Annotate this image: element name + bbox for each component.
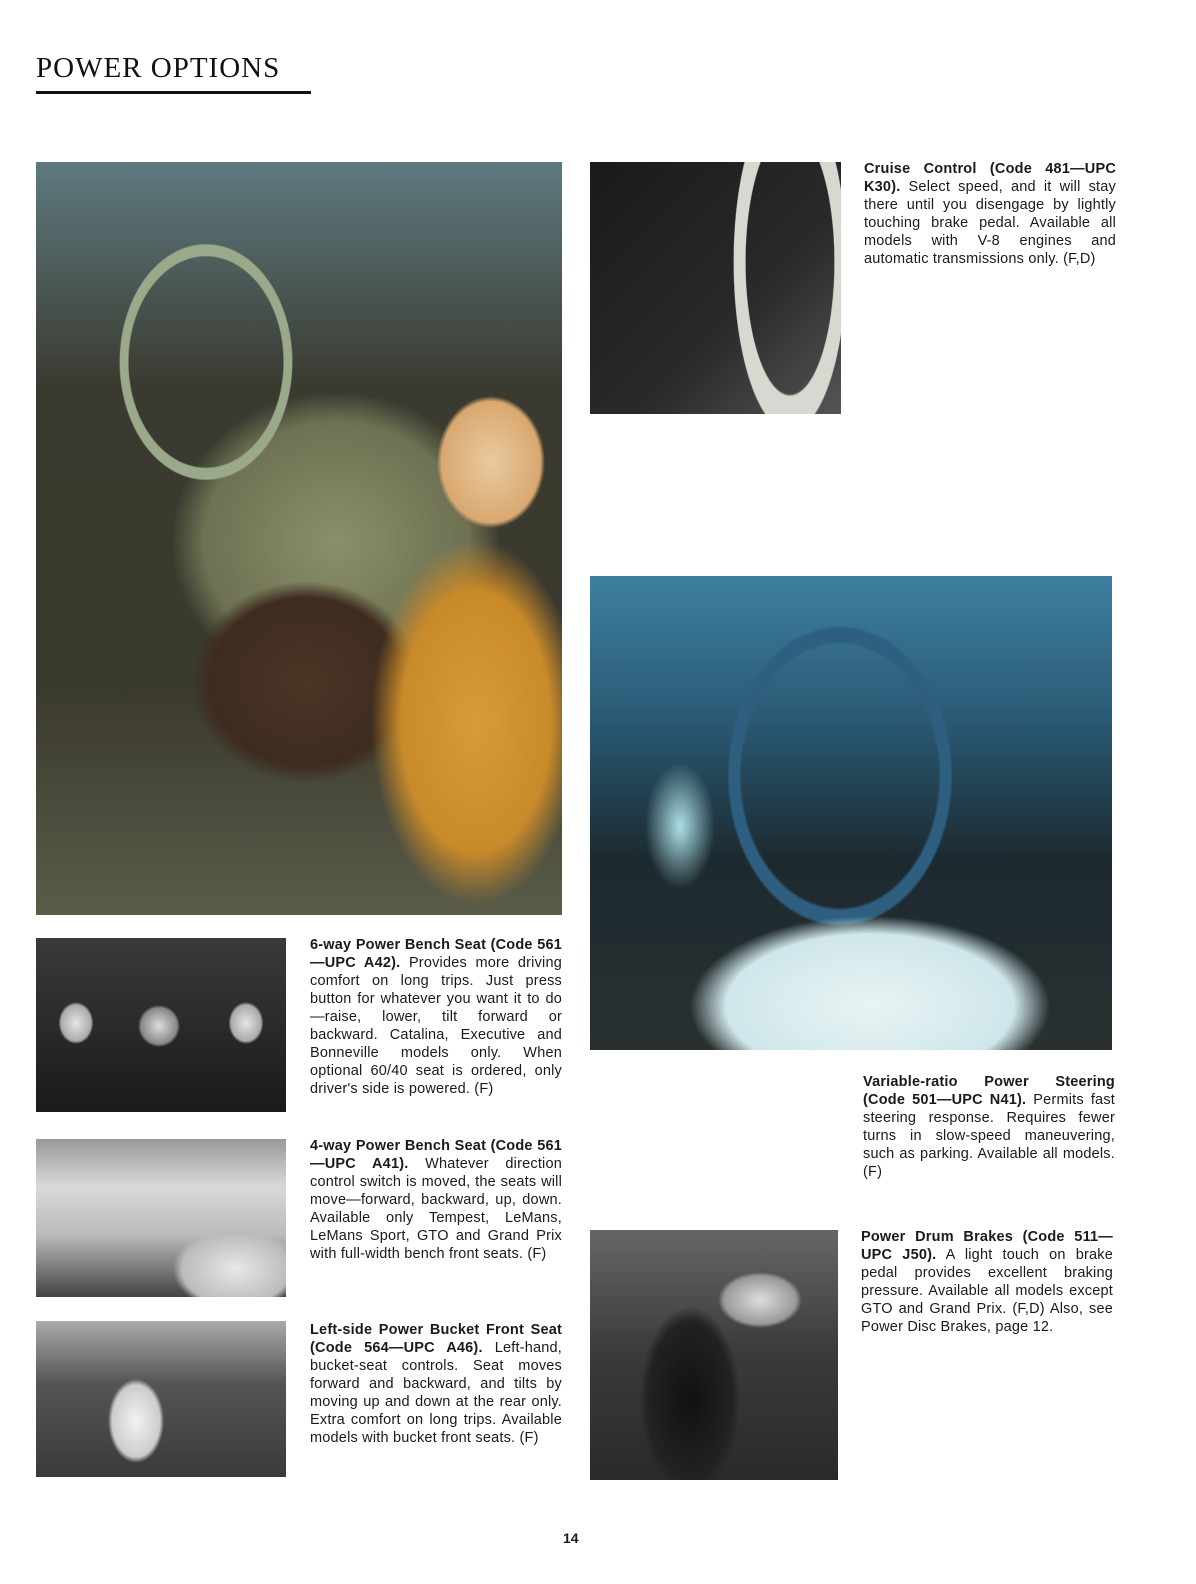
- title-underline: [36, 91, 311, 94]
- section-heading: Variable-ratio Power Steering (Code 501—UPC N41).: [863, 1074, 1115, 1108]
- six-way-seat-description: [310, 936, 562, 1098]
- section-heading: 4-way Power Bench Seat (Code 561—UPC A41).: [310, 1138, 562, 1172]
- section-body: Whatever direction control switch is moved, the seats will move—forward, backward, up, down. Available only Tempest, LeMans, LeMans Sport, GTO and Grand Prix with full-width bench front seats. (F): [310, 1156, 562, 1262]
- photo-cruise-control: [590, 162, 841, 414]
- section-heading: Power Drum Brakes (Code 511—UPC J50).: [861, 1229, 1113, 1263]
- bucket-seat-description: [310, 1321, 562, 1447]
- section-body: Left-hand, bucket-seat controls. Seat moves forward and backward, and tilts by moving up and down at the rear only. Extra comfort on long trips. Available models with bucket front seats. (F): [310, 1340, 562, 1446]
- section-heading: 6-way Power Bench Seat (Code 561—UPC A42).: [310, 937, 562, 971]
- photo-four-way-seat-switch: [36, 1139, 286, 1297]
- power-steering-description: [863, 1073, 1115, 1181]
- cruise-control-description: [864, 160, 1116, 268]
- page-title: POWER OPTIONS: [36, 52, 281, 84]
- section-body: Permits fast steering response. Requires fewer turns in slow-speed maneuvering, such as parking. Available all models. (F): [863, 1092, 1115, 1180]
- section-body: Select speed, and it will stay there until you disengage by lightly touching brake pedal. Available all models with V-8 engines and automatic transmissions only. (F,D): [864, 179, 1116, 267]
- photo-brake-pedal: [590, 1230, 838, 1480]
- photo-woman-in-power-seat: [36, 162, 562, 915]
- section-body: Provides more driving comfort on long trips. Just press button for whatever you want it to do—raise, lower, tilt forward or backward. Catalina, Executive and Bonneville models only. When optional 60/40 seat is ordered, only driver's side is powered. (F): [310, 955, 563, 1097]
- photo-six-way-seat-controls: [36, 938, 286, 1112]
- section-body: A light touch on brake pedal provides excellent braking pressure. Available all models except GTO and Grand Prix. (F,D) Also, see Power Disc Brakes, page 12.: [861, 1247, 1113, 1335]
- photo-bucket-seat-controls: [36, 1321, 286, 1477]
- four-way-seat-description: [310, 1137, 562, 1263]
- page-number: 14: [563, 1530, 579, 1546]
- power-brakes-description: [861, 1228, 1113, 1336]
- section-heading: Cruise Control (Code 481—UPC K30).: [864, 161, 1116, 195]
- section-heading: Left-side Power Bucket Front Seat (Code 564—UPC A46).: [310, 1322, 562, 1356]
- photo-power-steering: [590, 576, 1112, 1050]
